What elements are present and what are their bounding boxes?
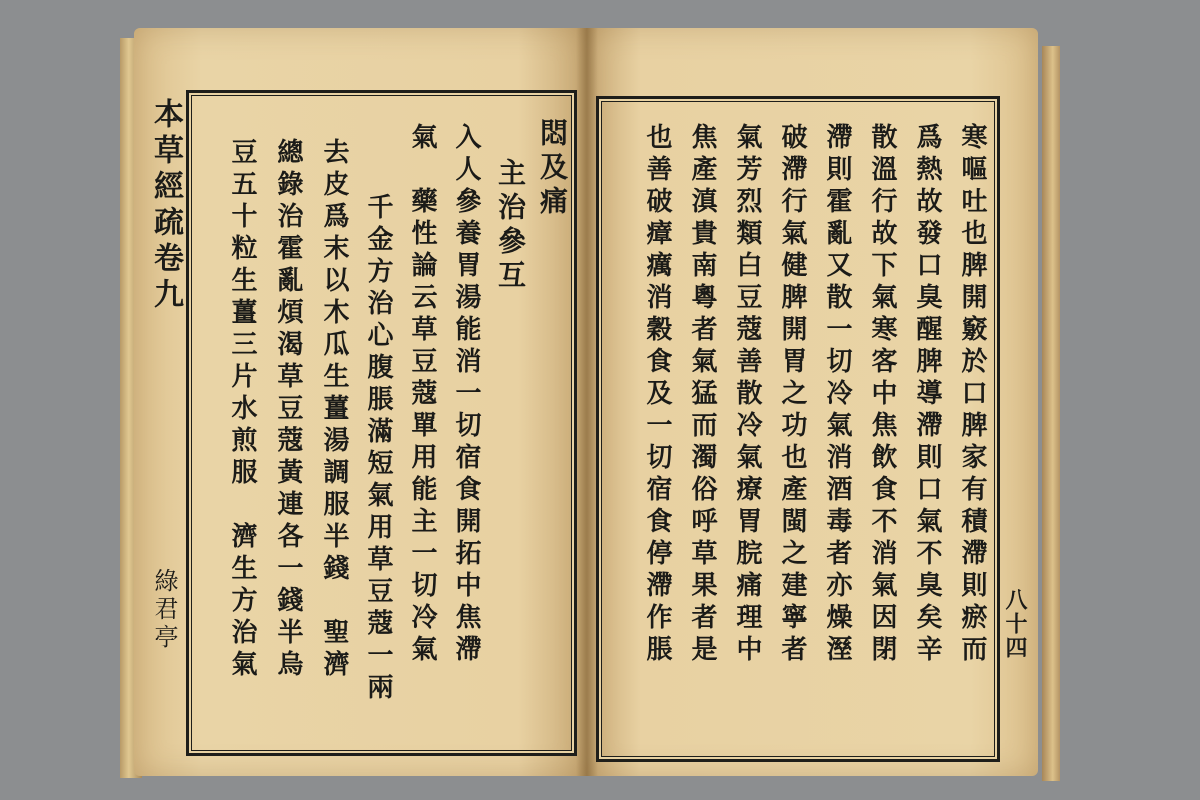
text-column-6: 氣芳烈類白豆蔻善散冷氣療胃脘痛理中 [732, 123, 762, 667]
margin-publisher: 綠君亭 [150, 568, 178, 652]
text-column-2: 主治參互 [494, 158, 527, 294]
right-page [586, 28, 1038, 776]
text-column-3: 散溫行故下氣寒客中焦飲食不消氣因閉 [867, 123, 897, 667]
text-column-8: 也善破瘴癘消穀食及一切宿食停滯作脹 [642, 123, 672, 667]
text-column-3: 入人參養胃湯能消一切宿食開拓中焦滯 [451, 123, 481, 667]
text-column-7: 總錄治霍亂煩渴草豆蔻黃連各一錢半烏 [273, 138, 303, 682]
text-column-5: 破滯行氣健脾開胃之功也產閩之建寧者 [777, 123, 807, 667]
text-column-1: 悶及痛 [536, 118, 569, 220]
left-page [134, 28, 586, 776]
margin-title: 本草經疏卷九 [148, 98, 183, 314]
text-column-8: 豆五十粒生薑三片水煎服 濟生方治氣 [227, 138, 257, 682]
text-column-5: 千金方治心腹脹滿短氣用草豆蔻一兩 [363, 193, 393, 705]
text-column-6: 去皮爲末以木瓜生薑湯調服半錢 聖濟 [319, 138, 349, 682]
text-column-1: 寒嘔吐也脾開竅於口脾家有積滯則瘀而 [957, 123, 987, 667]
book-gutter [576, 28, 598, 776]
page-number: 八十四 [1002, 588, 1028, 660]
text-column-4: 氣 藥性論云草豆蔻單用能主一切冷氣 [407, 123, 437, 667]
text-column-2: 爲熱故發口臭醒脾導滯則口氣不臭矣辛 [912, 123, 942, 667]
open-book [120, 18, 1060, 788]
right-page-edges [1042, 46, 1060, 781]
text-column-7: 焦產滇貴南粵者氣猛而濁俗呼草果者是 [687, 123, 717, 667]
text-column-4: 滯則霍亂又散一切冷氣消酒毒者亦燥溼 [822, 123, 852, 667]
